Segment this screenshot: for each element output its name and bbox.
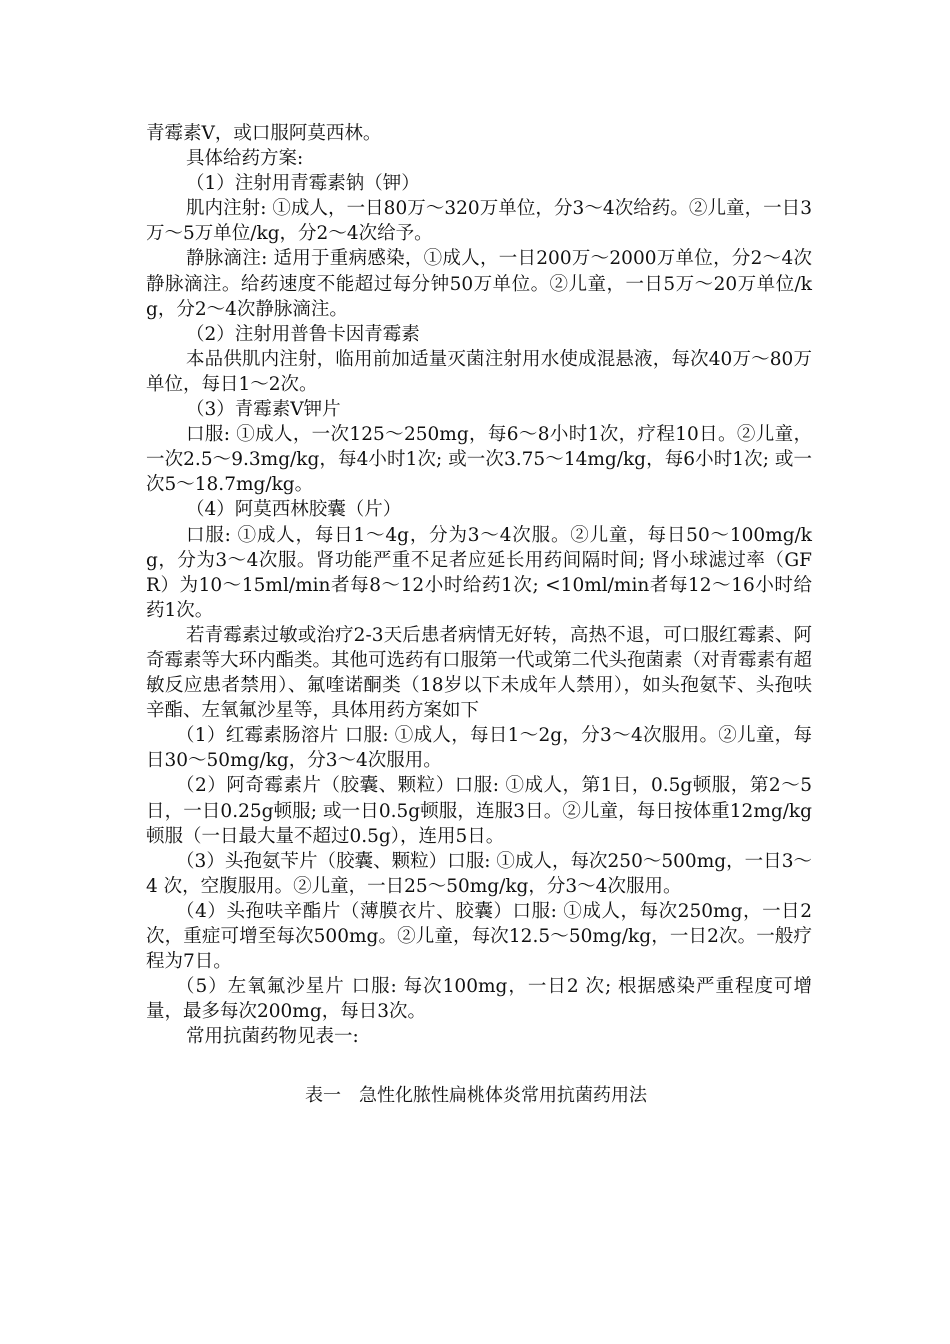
drug-item: （2）阿奇霉素片（胶囊、颗粒）口服: ①成人，第1日，0.5g顿服，第2～5日，一日0.25g顿服; 或一日0.5g顿服，连服3日。②儿童，每日按体重12mg/kg顿服（一日最大量不超过0.5g），连用5日。 xyxy=(146,775,812,847)
table-caption: 表一 急性化脓性扁桃体炎常用抗菌药用法 xyxy=(305,1085,647,1106)
document-body xyxy=(146,121,812,1049)
section-heading: （1）注射用青霉素钠（钾） xyxy=(186,173,420,195)
paragraph: 口服: ①成人，一次125～250mg，每6～8小时1次，疗程10日。②儿童，一次2.5～9.3mg/kg，每4小时1次; 或一次3.75～14mg/kg，每6小时1次; 或一次5～18.7mg/kg。 xyxy=(146,424,812,496)
paragraph: 具体给药方案: xyxy=(186,148,304,170)
paragraph: 青霉素V，或口服阿莫西林。 xyxy=(146,123,382,144)
section-heading: （4）阿莫西林胶囊（片） xyxy=(186,499,402,521)
drug-item: （4）头孢呋辛酯片（薄膜衣片、胶囊）口服: ①成人，每次250mg，一日2 次，重症可增至每次500mg。②儿童，每次12.5～50mg/kg，一日2次。一般疗程为7日。 xyxy=(146,900,812,973)
drug-item: （1）红霉素肠溶片 口服: ①成人，每日1～2g，分3～4次服用。②儿童，每日30～50mg/kg，分3～4次服用。 xyxy=(146,725,812,772)
section-heading: （3）青霉素V钾片 xyxy=(186,399,341,421)
drug-item: （5）左氧氟沙星片 口服: 每次100mg，一日2 次; 根据感染严重程度可增量，最多每次200mg，每日3次。 xyxy=(146,976,812,1023)
section-heading: （2）注射用普鲁卡因青霉素 xyxy=(186,323,420,345)
paragraph: 本品供肌内注射，临用前加适量灭菌注射用水使成混悬液，每次40万～80万单位，每日1～2次。 xyxy=(146,348,812,395)
paragraph: 若青霉素过敏或治疗2-3天后患者病情无好转，高热不退，可口服红霉素、阿奇霉素等大环内酯类。其他可选药有口服第一代或第二代头孢菌素（对青霉素有超敏反应患者禁用）、氟喹诺酮类（18岁以下未成年人禁用），如头孢氨苄、头孢呋辛酯、左氧氟沙星等，具体用药方案如下 xyxy=(146,624,813,722)
paragraph: 常用抗菌药物见表一: xyxy=(186,1026,359,1048)
paragraph: 肌内注射: ①成人，一日80万～320万单位，分3～4次给药。②儿童，一日3万～5万单位/kg，分2～4次给予。 xyxy=(146,198,812,245)
paragraph: 静脉滴注: 适用于重病感染，①成人，一日200万～2000万单位，分2～4次静脉滴注。给药速度不能超过每分钟50万单位。②儿童，一日5万～20万单位/kg，分2～4次静脉滴注。 xyxy=(146,248,812,320)
drug-item: （3）头孢氨苄片（胶囊、颗粒）口服: ①成人，每次250～500mg，一日3～4 次，空腹服用。②儿童，一日25～50mg/kg，分3～4次服用。 xyxy=(146,850,812,897)
paragraph: 口服: ①成人，每日1～4g，分为3～4次服。②儿童，每日50～100mg/kg，分为3～4次服。肾功能严重不足者应延长用药间隔时间; 肾小球滤过率（GFR）为10～15ml/min者每8～12小时给药1次; <10ml/min者每12～16小时给药1次。 xyxy=(146,524,812,621)
